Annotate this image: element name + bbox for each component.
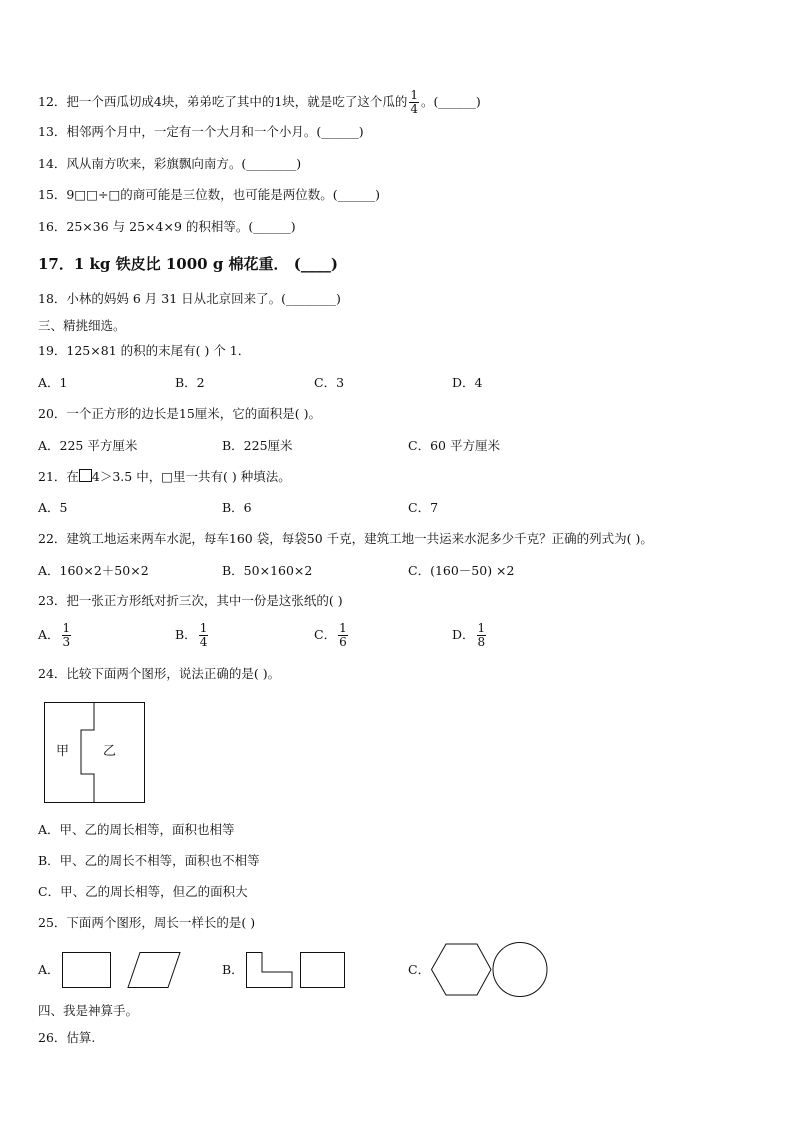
- question-23: 23．把一张正方形纸对折三次，其中一份是这张纸的( ): [38, 593, 343, 608]
- fraction: $\frac{1}{8}$: [477, 621, 486, 649]
- option-c: C．甲、乙的周长相等，但乙的面积大: [38, 884, 248, 899]
- label-jia: 甲: [56, 744, 70, 759]
- question-21: 21．在 4＞3.5 中，□里一共有( ) 种填法。: [38, 469, 291, 484]
- section-heading-3: 三、精挑细选。: [38, 318, 126, 333]
- rectangle-shape: [63, 953, 111, 988]
- option-c: C．7: [408, 500, 439, 515]
- fraction: $\frac{1}{3}$: [62, 621, 71, 649]
- option-c: C．(160－50) ×2: [408, 563, 515, 578]
- question-12: [38, 89, 481, 116]
- option-d: D． $\frac{1}{8}$: [452, 621, 486, 649]
- question-24: 24．比较下面两个图形，说法正确的是( )。: [38, 666, 281, 681]
- option-a: A．160×2＋50×2: [38, 563, 149, 578]
- hexagon-shape: [432, 944, 492, 995]
- option-b-figures: [246, 952, 346, 988]
- option-b: B．6: [222, 500, 252, 515]
- question-14: 14．风从南方吹来，彩旗飘向南方。(________): [38, 156, 302, 171]
- option-b: B． $\frac{1}{4}$: [175, 621, 208, 649]
- question-18: 18．小林的妈妈 6 月 31 日从北京回来了。(________): [38, 291, 341, 306]
- option-b-label: B．: [222, 962, 244, 977]
- option-a: A． $\frac{1}{3}$: [38, 621, 71, 649]
- option-c: C． $\frac{1}{6}$: [314, 621, 347, 649]
- blank-square: [79, 469, 92, 482]
- option-a-label: A．: [38, 962, 60, 977]
- parallelogram-shape: [128, 953, 180, 988]
- option-a: A．甲、乙的周长相等，面积也相等: [38, 822, 235, 837]
- rectangle-shape: [301, 953, 345, 988]
- question-13: 13．相邻两个月中，一定有一个大月和一个小月。(______): [38, 124, 364, 139]
- question-26: 26．估算.: [38, 1030, 96, 1045]
- question-16: 16．25×36 与 25×4×9 的积相等。(______): [38, 219, 296, 234]
- section-heading-4: 四、我是神算手。: [38, 1003, 139, 1018]
- question-12-text: 12．把一个西瓜切成4块，弟弟吃了其中的1块，就是吃了这个瓜的: [38, 94, 408, 109]
- option-b: B．225厘米: [222, 438, 293, 453]
- option-b: B．甲、乙的周长不相等，面积也不相等: [38, 853, 260, 868]
- option-c-label: C．: [408, 962, 431, 977]
- option-a-figures: [62, 952, 182, 988]
- label-yi: 乙: [103, 744, 117, 759]
- option-b: B．2: [175, 375, 205, 390]
- option-c-figures: [431, 943, 549, 997]
- fraction: $\frac{1}{6}$: [339, 621, 347, 649]
- option-a: A．1: [38, 375, 68, 390]
- fraction: $\frac{1}{4}$: [199, 621, 208, 649]
- question-20: 20．一个正方形的边长是15厘米，它的面积是( )。: [38, 406, 322, 421]
- option-d: D．4: [452, 375, 483, 390]
- option-c: C．3: [314, 375, 345, 390]
- question-25: 25．下面两个图形，周长一样长的是( ): [38, 915, 256, 930]
- question-19: 19．125×81 的积的末尾有( ) 个 1．: [38, 343, 251, 358]
- option-a: A．5: [38, 500, 68, 515]
- figure-divider: [81, 702, 94, 803]
- l-shape: [247, 953, 293, 988]
- option-b: B．50×160×2: [222, 563, 313, 578]
- fraction-one-quarter: $\frac{1}{4}$: [410, 88, 418, 116]
- option-c: C．60 平方厘米: [408, 438, 500, 453]
- question-22: 22．建筑工地运来两车水泥，每车160 袋，每袋50 千克，建筑工地一共运来水泥多少千克？正确的列式为( )。: [38, 531, 653, 546]
- circle-shape: [493, 943, 547, 997]
- question-17: 17．1 kg 铁皮比 1000 g 棉花重． (____): [38, 255, 338, 273]
- option-a: A．225 平方厘米: [38, 438, 138, 453]
- answer-blank: 。(______): [420, 94, 481, 109]
- question-15: 15．9□□÷□的商可能是三位数，也可能是两位数。(______): [38, 187, 381, 202]
